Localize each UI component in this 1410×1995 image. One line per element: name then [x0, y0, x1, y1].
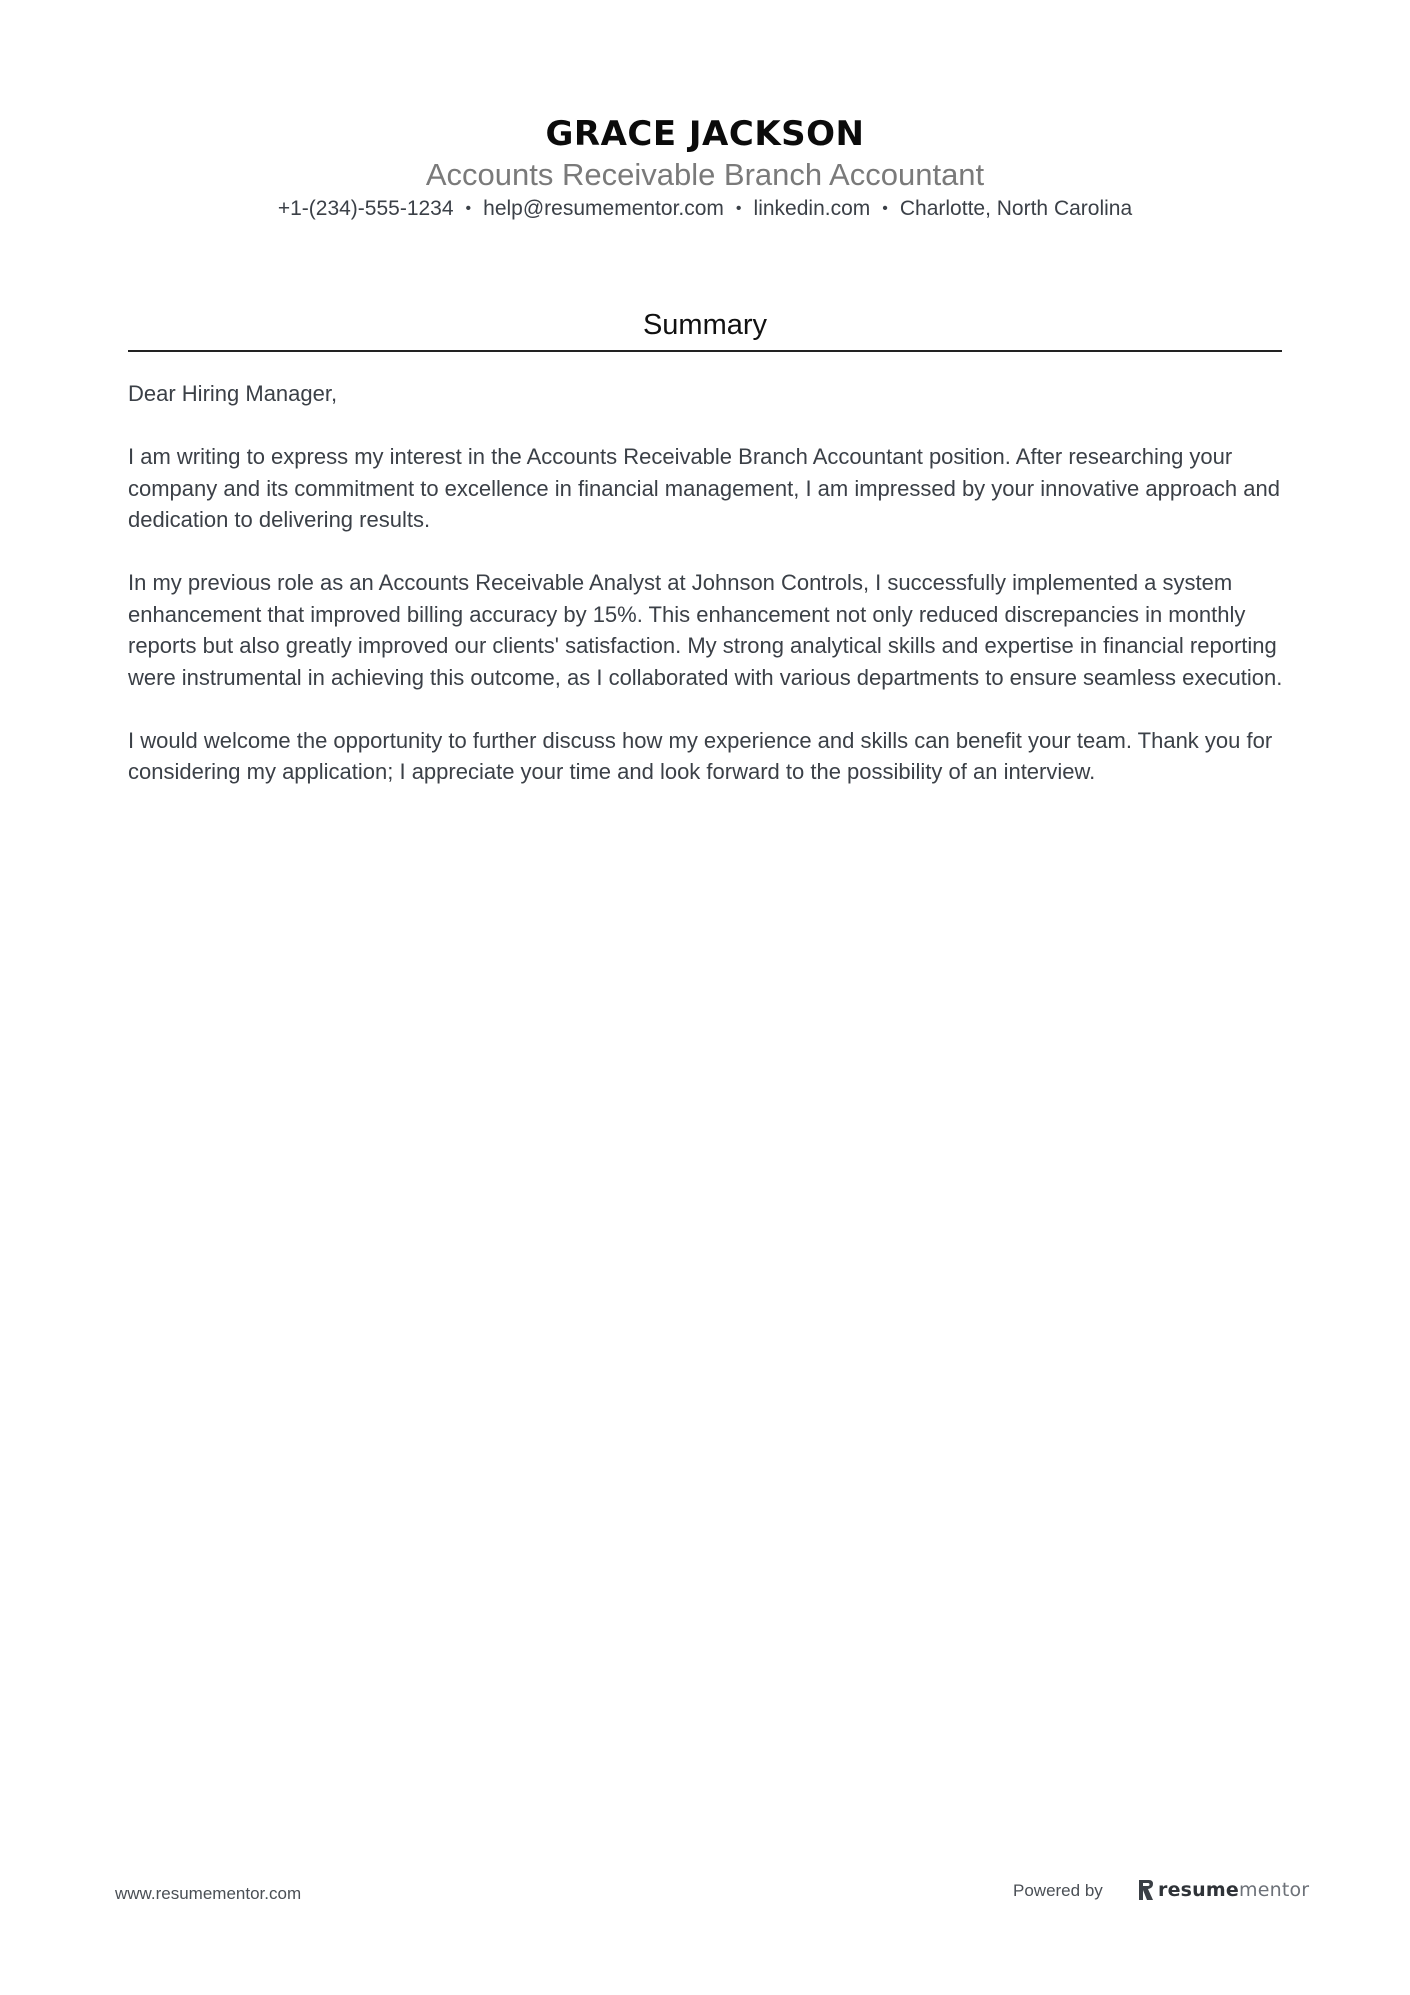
contact-location: Charlotte, North Carolina — [899, 197, 1133, 220]
brand-name — [1158, 1879, 1309, 1901]
job-title: Accounts Receivable Branch Accountant — [425, 157, 985, 192]
letter-paragraph: I would welcome the opportunity to further discuss how my experience and skills can benefit your team. Thank you for considering my application; I appreciate your time and look forward to the possibility of an interview. — [128, 727, 1273, 784]
contact-email[interactable]: help@resumementor.com — [483, 197, 724, 220]
separator-dot: • — [465, 200, 472, 217]
brand-name-part1: resume — [1158, 1879, 1239, 1901]
letter-greeting: Dear Hiring Manager, — [128, 381, 338, 406]
brand-logo[interactable] — [1137, 1876, 1309, 1904]
letter-paragraph: I am writing to express my interest in the Accounts Receivable Branch Accountant position. After researching your company and its commitment to excellence in financial management, I am impressed by your innovative approach and dedication to delivering results. — [128, 444, 1280, 532]
footer-url[interactable]: www.resumementor.com — [115, 1884, 302, 1903]
candidate-name: GRACE JACKSON — [545, 114, 865, 154]
section-divider — [128, 350, 1282, 352]
letter-paragraph: In my previous role as an Accounts Receivable Analyst at Johnson Controls, I successfully implemented a system enhancement that improved billing accuracy by 15%. This enhancement not only reduced discrepancies in monthly reports but also greatly improved our clients' satisfaction. My strong analytical skills and expertise in financial reporting were instrumental in achieving this outcome, as I collaborated with various departments to ensure seamless execution. — [128, 570, 1283, 690]
section-title-summary: Summary — [642, 309, 768, 341]
resumementor-logo-icon — [1137, 1879, 1154, 1901]
separator-dot: • — [882, 200, 888, 217]
brand-name-part2: mentor — [1238, 1879, 1310, 1901]
contact-website[interactable]: linkedin.com — [753, 197, 871, 220]
resume-header — [0, 112, 1410, 224]
cover-letter-body — [128, 378, 1288, 819]
powered-by-label: Powered by — [1013, 1881, 1103, 1900]
contact-phone: +1-(234)-555-1234 — [277, 197, 454, 220]
separator-dot: • — [735, 200, 742, 217]
contact-line — [0, 194, 1410, 224]
